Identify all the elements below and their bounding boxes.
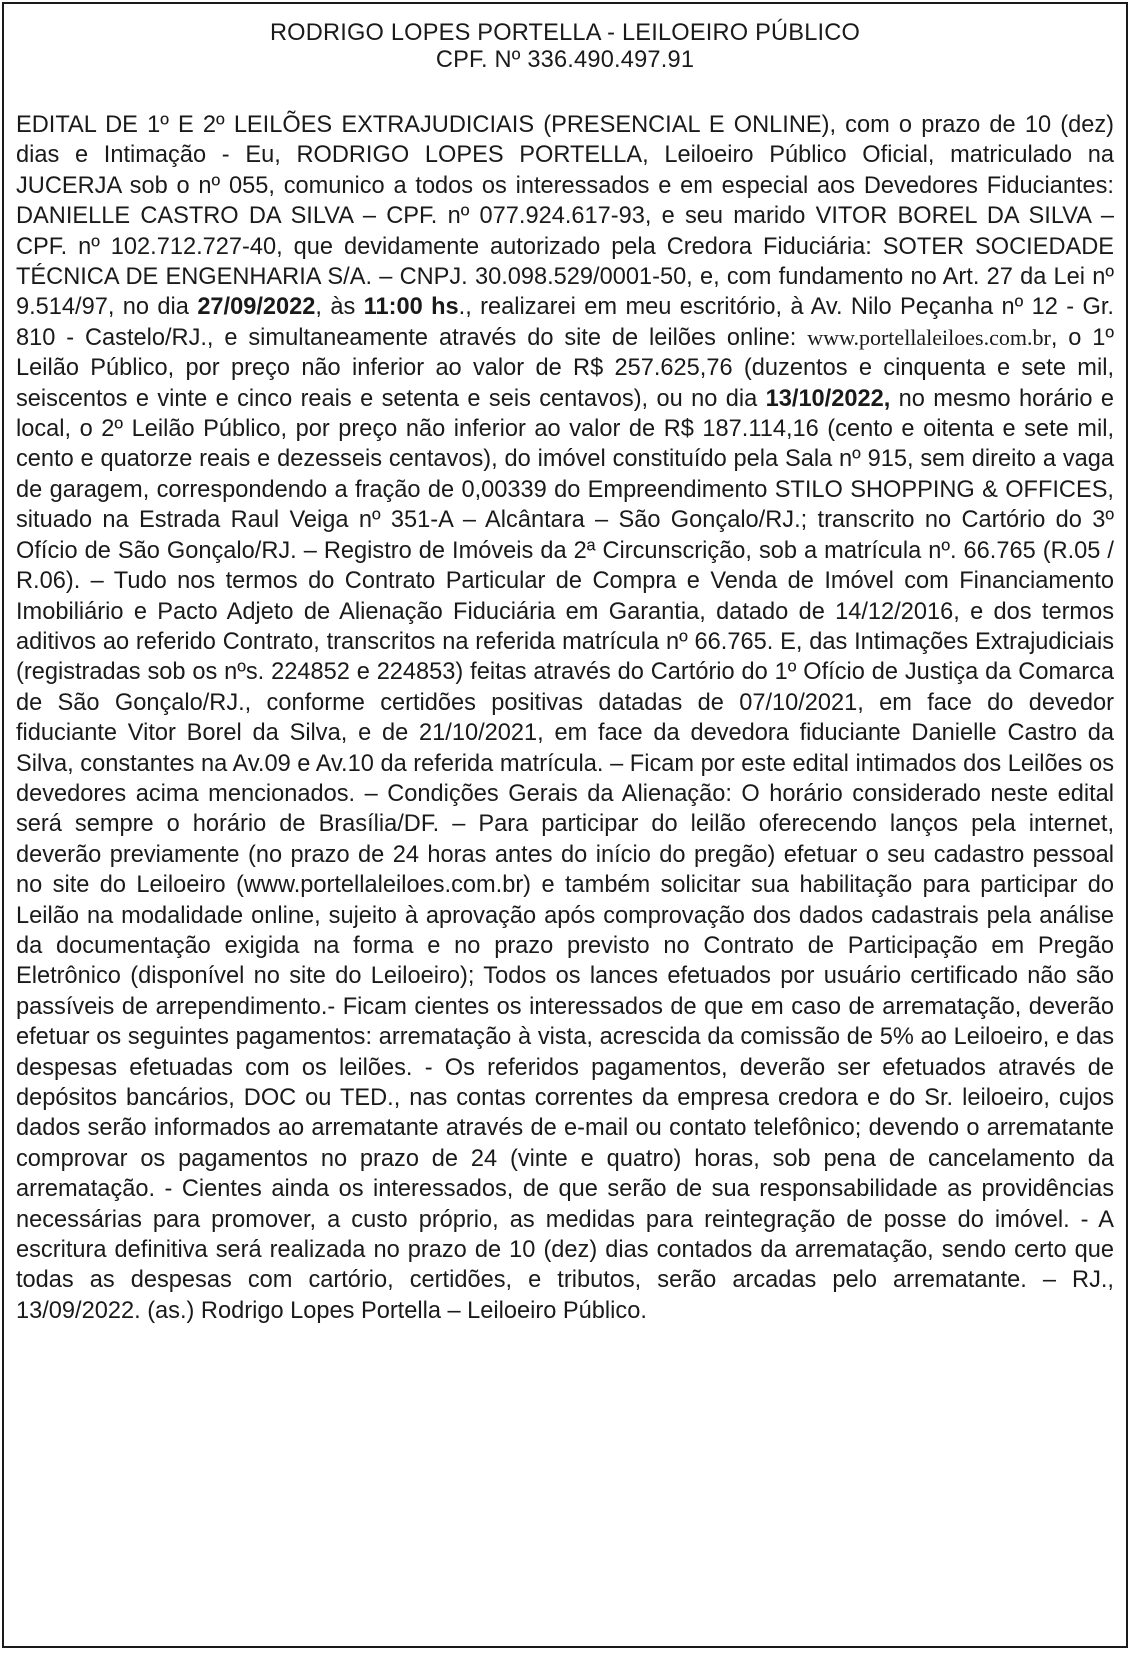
edital-frame [2,2,1128,1648]
auctioneer-cpf: CPF. Nº 336.490.497.91 [435,47,695,73]
second-auction-date: 13/10/2022, [765,385,891,412]
edital-content [16,20,1114,1326]
auction-site-link[interactable]: www.portellaleiloes.com.br [807,324,1051,350]
auctioneer-name: RODRIGO LOPES PORTELLA - LEILOEIRO PÚBLICO [269,20,861,46]
body-text-2: , às [315,294,364,321]
body-text-1: EDITAL DE 1º E 2º LEILÕES EXTRAJUDICIAIS (PRESENCIAL E ONLINE), com o prazo de 10 (dez) dias e Intimação - Eu, RODRIGO LOPES PORTELLA, Leiloeiro Público Oficial, matriculado na JUCERJA sob o nº 055, comunico a todos os interessados e em especial aos Devedores Fiduciantes: DANIELLE CASTRO DA SILVA – CPF. nº 077.924.617-93, e seu marido VITOR BOREL DA SILVA – CPF. nº 102.712.727-40, que devidamente autorizado pela Credora Fiduciária: SOTER SOCIEDADE TÉCNICA DE ENGENHARIA S/A. – CNPJ. 30.098.529/0001-50, e, com fundamento no Art. 27 da Lei nº 9.514/97, no dia [16,112,1114,321]
edital-header [16,20,1114,74]
body-text-5: no mesmo horário e local, o 2º Leilão Público, por preço não inferior ao valor de R$ 187.114,16 (cento e oitenta e sete mil, cento e quatorze reais e dezesseis centavos), do imóvel constituído pela Sala nº 915, sem direito a vaga de garagem, correspondendo a fração de 0,00339 do Empreendimento STILO SHOPPING & OFFICES, situado na Estrada Raul Veiga nº 351-A – Alcântara – São Gonçalo/RJ.; transcrito no Cartório do 3º Ofício de São Gonçalo/RJ. – Registro de Imóveis da 2ª Circunscrição, sob a matrícula nº. 66.765 (R.05 / R.06). – Tudo nos termos do Contrato Particular de Compra e Venda de Imóvel com Financiamento Imobiliário e Pacto Adjeto de Alienação Fiduciária em Garantia, datado de 14/12/2016, e dos termos aditivos ao referido Contrato, transcritos na referida matrícula nº 66.765. E, das Intimações Extrajudiciais (registradas sob os nºs. 224852 e 224853) feitas através do Cartório do 1º Ofício de Justiça da Comarca de São Gonçalo/RJ., conforme certidões positivas datadas de 07/10/2021, em face do devedor fiduciante Vitor Borel da Silva, e de 21/10/2021, em face da devedora fiduciante Danielle Castro da Silva, constantes na Av.09 e Av.10 da referida matrícula. – Ficam por este edital intimados dos Leilões os devedores acima mencionados. – Condições Gerais da Alienação: O horário considerado neste edital será sempre o horário de Brasília/DF. – Para participar do leilão oferecendo lanços pela internet, deverão previamente (no prazo de 24 horas antes do início do pregão) efetuar o seu cadastro pessoal no site do Leiloeiro (www.portellaleiloes.com.br) e também solicitar sua habilitação para participar do Leilão na modalidade online, sujeito à aprovação após comprovação dos dados cadastrais pela análise da documentação exigida na forma e no prazo previsto no Contrato de Participação em Pregão Eletrônico (disponível no site do Leiloeiro); Todos os lances efetuados por usuário certificado não são passíveis de arrependimento.- Ficam cientes os interessados de que em caso de arrematação, deverão efetuar os seguintes pagamentos: arrematação à vista, acrescida da comissão de 5% ao Leiloeiro, e das despesas efetuadas com os leilões. - Os referidos pagamentos, deverão ser efetuados através de depósitos bancários, DOC ou TED., nas contas correntes da empresa credora e do Sr. leiloeiro, cujos dados serão informados ao arrematante através de e-mail ou contato telefônico; devendo o arrematante comprovar os pagamentos no prazo de 24 (vinte e quatro) horas, sob pena de cancelamento da arrematação. - Cientes ainda os interessados, de que serão de sua responsabilidade as providências necessárias para promover, a custo próprio, as medidas para reintegração de posse do imóvel. - A escritura definitiva será realizada no prazo de 10 (dez) dias contados da arrematação, sendo certo que todas as despesas com cartório, certidões, e tributos, serão arcadas pelo arrematante. – RJ., 13/09/2022. (as.) Rodrigo Lopes Portella – Leiloeiro Público. [16,385,1114,1324]
first-auction-date: 27/09/2022 [197,294,316,321]
auction-time: 11:00 hs [363,294,459,321]
body-text-3: ., realizarei em meu escritório, à Av. Nilo Peçanha nº 12 - Gr. 810 - Castelo/RJ., e simultaneamente através do site de leilões online: [16,294,1114,351]
body-text-4: , o 1º Leilão Público, por preço não inferior ao valor de R$ 257.625,76 (duzentos e cinquenta e sete mil, seiscentos e vinte e cinco reais e setenta e seis centavos), ou no dia [16,324,1114,412]
edital-body [16,110,1114,1326]
